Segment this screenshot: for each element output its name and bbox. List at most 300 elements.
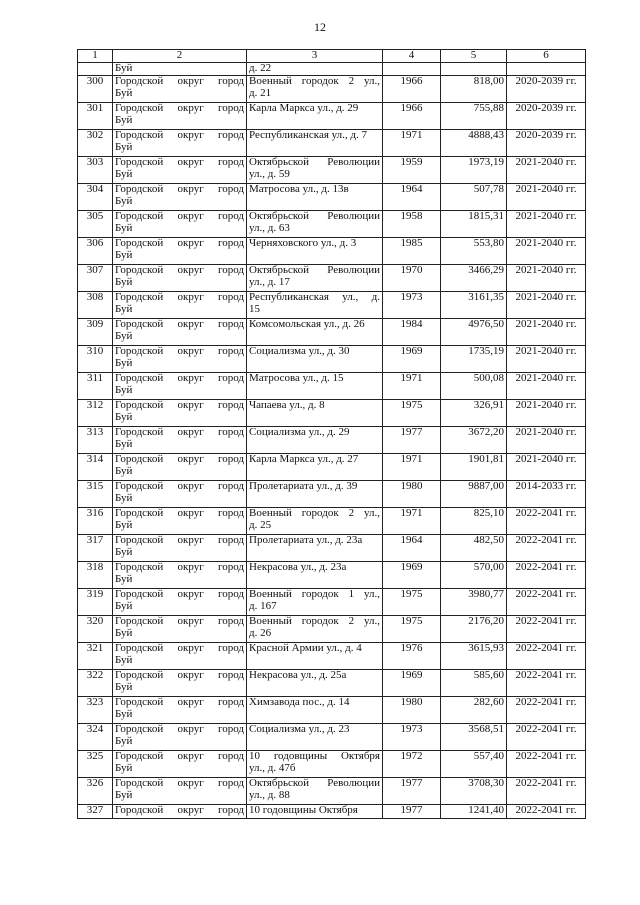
cell-number: 315: [78, 481, 113, 508]
cell-area: 2176,20: [441, 616, 507, 643]
municipality-line-1: Городской округ город: [115, 76, 244, 87]
cell-year: 1985: [383, 238, 441, 265]
cell-period: 2022-2041 гг.: [507, 697, 586, 724]
cell-period: 2021-2040 гг.: [507, 400, 586, 427]
cell-year: 1958: [383, 211, 441, 238]
cell-year: [383, 63, 441, 76]
column-header: 1: [78, 50, 113, 63]
municipality-line-2: Буй: [115, 465, 133, 477]
cell-municipality: [113, 157, 247, 184]
cell-area: 507,78: [441, 184, 507, 211]
cell-municipality: [113, 184, 247, 211]
cell-address: [247, 751, 383, 778]
cell-year: 1970: [383, 265, 441, 292]
cell-period: 2022-2041 гг.: [507, 508, 586, 535]
cell-area: 9887,00: [441, 481, 507, 508]
cell-municipality: [113, 751, 247, 778]
cell-year: 1969: [383, 562, 441, 589]
cell-year: 1959: [383, 157, 441, 184]
cell-address: [247, 238, 383, 265]
cell-municipality: [113, 697, 247, 724]
continued-row: [78, 63, 586, 76]
municipality-line-1: Городской округ город: [115, 373, 244, 384]
table-row: [78, 616, 586, 643]
cell-area: 825,10: [441, 508, 507, 535]
cell-year: 1969: [383, 670, 441, 697]
municipality-line-1: Городской округ город: [115, 184, 244, 195]
column-header: 2: [113, 50, 247, 63]
address-line-2: д. 167: [249, 600, 277, 612]
cell-number: 307: [78, 265, 113, 292]
table-row: [78, 400, 586, 427]
table-row: [78, 643, 586, 670]
municipality-line-2: Буй: [115, 168, 133, 180]
municipality-line-2: Буй: [115, 573, 133, 585]
address-line-1: Социализма ул., д. 29: [249, 427, 350, 438]
cell-address: [247, 346, 383, 373]
municipality-line-1: Городской округ город: [115, 103, 244, 114]
table-row: [78, 589, 586, 616]
cell-number: 317: [78, 535, 113, 562]
cell-area: [441, 63, 507, 76]
cell-municipality: [113, 238, 247, 265]
address-line-2: ул., д. 47б: [249, 762, 296, 774]
address-line-1: Матросова ул., д. 15: [249, 373, 344, 384]
cell-area: 1973,19: [441, 157, 507, 184]
cell-municipality: [113, 319, 247, 346]
cell-number: 305: [78, 211, 113, 238]
cell-number: 303: [78, 157, 113, 184]
cell-period: 2021-2040 гг.: [507, 292, 586, 319]
municipality-line-1: Городской округ город: [115, 211, 244, 222]
cell-municipality: [113, 481, 247, 508]
address-line-1: Чапаева ул., д. 8: [249, 400, 325, 411]
address-line-2: ул., д. 63: [249, 222, 290, 234]
cell-area: 570,00: [441, 562, 507, 589]
cell-period: 2022-2041 гг.: [507, 535, 586, 562]
cell-number: 322: [78, 670, 113, 697]
cell-address: [247, 103, 383, 130]
cell-area: 3466,29: [441, 265, 507, 292]
cell-period: 2020-2039 гг.: [507, 76, 586, 103]
cell-address: [247, 157, 383, 184]
cell-municipality: [113, 292, 247, 319]
cell-area: 1815,31: [441, 211, 507, 238]
municipality-line-2: Буй: [115, 87, 133, 99]
table-row: [78, 292, 586, 319]
cell-address: [247, 616, 383, 643]
cell-number: 326: [78, 778, 113, 805]
cell-area: 1241,40: [441, 805, 507, 819]
cell-municipality: [113, 535, 247, 562]
cell-area: 1735,19: [441, 346, 507, 373]
cell-year: 1984: [383, 319, 441, 346]
cell-area: 326,91: [441, 400, 507, 427]
cell-number: 306: [78, 238, 113, 265]
address-line-1: Республиканская ул., д.: [249, 292, 380, 303]
cell-year: 1971: [383, 454, 441, 481]
address-line-1: Красной Армии ул., д. 4: [249, 643, 362, 654]
table-row: [78, 373, 586, 400]
municipality-line-1: Городской округ город: [115, 616, 244, 627]
cell-municipality: [113, 508, 247, 535]
address-line-1: Социализма ул., д. 23: [249, 724, 350, 735]
cell-municipality: [113, 103, 247, 130]
table-row: [78, 481, 586, 508]
cell-area: 755,88: [441, 103, 507, 130]
address-line-1: Октябрьской Революции: [249, 157, 380, 168]
cell-number: 302: [78, 130, 113, 157]
cell-area: 557,40: [441, 751, 507, 778]
cell-period: 2022-2041 гг.: [507, 805, 586, 819]
address-line-1: Октябрьской Революции: [249, 778, 380, 789]
cell-address: [247, 589, 383, 616]
municipality-line-2: Буй: [115, 438, 133, 450]
cell-municipality: [113, 589, 247, 616]
cell-period: 2021-2040 гг.: [507, 184, 586, 211]
municipality-line-1: Городской округ город: [115, 778, 244, 789]
table-row: [78, 238, 586, 265]
cell-year: 1966: [383, 76, 441, 103]
municipality-line-2: Буй: [115, 681, 133, 693]
cell-number: 312: [78, 400, 113, 427]
cell-municipality: Буй: [113, 63, 247, 76]
table-row: [78, 265, 586, 292]
cell-municipality: [113, 643, 247, 670]
cell-number: 314: [78, 454, 113, 481]
cell-number: 318: [78, 562, 113, 589]
municipality-line-2: Буй: [115, 492, 133, 504]
table-row: [78, 508, 586, 535]
table-row: [78, 130, 586, 157]
address-line-1: Октябрьской Революции: [249, 211, 380, 222]
cell-year: 1969: [383, 346, 441, 373]
cell-year: 1973: [383, 724, 441, 751]
municipality-line-1: Городской округ город: [115, 670, 244, 681]
cell-period: 2022-2041 гг.: [507, 643, 586, 670]
municipality-line-2: Буй: [115, 357, 133, 369]
address-line-1: Некрасова ул., д. 23а: [249, 562, 347, 573]
municipality-line-1: Городской округ город: [115, 454, 244, 465]
cell-municipality: [113, 265, 247, 292]
table-row: [78, 724, 586, 751]
cell-address: [247, 400, 383, 427]
cell-address: д. 22: [247, 63, 383, 76]
table-row: [78, 103, 586, 130]
municipality-line-2: Буй: [115, 708, 133, 720]
address-line-2: ул., д. 17: [249, 276, 290, 288]
cell-area: 3708,30: [441, 778, 507, 805]
cell-address: [247, 481, 383, 508]
cell-period: 2022-2041 гг.: [507, 724, 586, 751]
address-line-2: ул., д. 59: [249, 168, 290, 180]
cell-address: [247, 184, 383, 211]
table-row: [78, 319, 586, 346]
cell-period: 2021-2040 гг.: [507, 454, 586, 481]
municipality-line-1: Городской округ город: [115, 427, 244, 438]
cell-area: 3980,77: [441, 589, 507, 616]
cell-address: [247, 724, 383, 751]
address-line-1: Комсомольская ул., д. 26: [249, 319, 365, 330]
table-row: [78, 751, 586, 778]
address-line-1: 10 годовщины Октября: [249, 751, 380, 762]
address-line-2: 15: [249, 303, 260, 315]
cell-year: 1971: [383, 373, 441, 400]
cell-address: [247, 130, 383, 157]
cell-area: 282,60: [441, 697, 507, 724]
cell-address: [247, 778, 383, 805]
column-header: 3: [247, 50, 383, 63]
cell-period: 2021-2040 гг.: [507, 427, 586, 454]
address-line-1: Пролетариата ул., д. 39: [249, 481, 358, 492]
cell-area: 482,50: [441, 535, 507, 562]
cell-municipality: [113, 562, 247, 589]
municipality-line-2: Буй: [115, 303, 133, 315]
cell-municipality: [113, 670, 247, 697]
cell-period: 2021-2040 гг.: [507, 346, 586, 373]
cell-year: 1973: [383, 292, 441, 319]
cell-period: 2020-2039 гг.: [507, 103, 586, 130]
municipality-line-1: Городской округ город: [115, 589, 244, 600]
cell-number: 325: [78, 751, 113, 778]
table-row: [78, 562, 586, 589]
cell-year: 1977: [383, 805, 441, 819]
cell-period: 2014-2033 гг.: [507, 481, 586, 508]
cell-period: 2021-2040 гг.: [507, 157, 586, 184]
cell-period: 2022-2041 гг.: [507, 751, 586, 778]
municipality-line-2: Буй: [115, 276, 133, 288]
address-line-1: Химзавода пос., д. 14: [249, 697, 350, 708]
cell-address: [247, 670, 383, 697]
municipality-line-1: Городской округ город: [115, 130, 244, 141]
cell-area: 3568,51: [441, 724, 507, 751]
municipality-line-1: Городской округ город: [115, 643, 244, 654]
cell-area: 4976,50: [441, 319, 507, 346]
cell-area: 3615,93: [441, 643, 507, 670]
municipality-line-1: Городской округ город: [115, 535, 244, 546]
cell-year: 1977: [383, 778, 441, 805]
table-row: [78, 76, 586, 103]
municipality-line-2: Буй: [115, 735, 133, 747]
cell-address: [247, 535, 383, 562]
cell-municipality: [113, 373, 247, 400]
cell-number: 311: [78, 373, 113, 400]
municipality-line-2: Буй: [115, 330, 133, 342]
municipality-line-2: Буй: [115, 762, 133, 774]
address-line-2: д. 26: [249, 627, 272, 639]
address-line-1: Военный городок 2 ул.,: [249, 76, 380, 87]
address-line-1: Военный городок 1 ул.,: [249, 589, 380, 600]
municipality-line-2: Буй: [115, 249, 133, 261]
cell-number: 308: [78, 292, 113, 319]
cell-number: 324: [78, 724, 113, 751]
cell-area: 3161,35: [441, 292, 507, 319]
municipality-line-1: Городской округ город: [115, 697, 244, 708]
cell-period: 2022-2041 гг.: [507, 589, 586, 616]
table-row: [78, 346, 586, 373]
table-row: [78, 670, 586, 697]
cell-number: 323: [78, 697, 113, 724]
cell-address: [247, 805, 383, 819]
cell-address: [247, 319, 383, 346]
municipality-line-2: Буй: [115, 789, 133, 801]
cell-period: 2022-2041 гг.: [507, 778, 586, 805]
cell-municipality: [113, 76, 247, 103]
municipality-line-1: Городской округ город: [115, 319, 244, 330]
cell-year: 1975: [383, 400, 441, 427]
housing-register-table: [77, 49, 586, 819]
cell-period: 2022-2041 гг.: [507, 670, 586, 697]
cell-address: [247, 643, 383, 670]
address-line-1: Пролетариата ул., д. 23а: [249, 535, 363, 546]
cell-number: [78, 63, 113, 76]
municipality-line-2: Буй: [115, 222, 133, 234]
cell-municipality: [113, 400, 247, 427]
municipality-line-1: Городской округ город: [115, 346, 244, 357]
cell-period: 2022-2041 гг.: [507, 616, 586, 643]
municipality-line-2: Буй: [115, 114, 133, 126]
address-line-1: Октябрьской Революции: [249, 265, 380, 276]
cell-address: [247, 265, 383, 292]
cell-year: 1976: [383, 643, 441, 670]
municipality-line-1: Городской округ город: [115, 157, 244, 168]
cell-year: 1975: [383, 589, 441, 616]
cell-number: 313: [78, 427, 113, 454]
municipality-line-2: Буй: [115, 195, 133, 207]
table-row: [78, 157, 586, 184]
cell-municipality: [113, 805, 247, 819]
cell-year: 1966: [383, 103, 441, 130]
municipality-line-1: Городской округ город: [115, 265, 244, 276]
cell-year: 1971: [383, 130, 441, 157]
column-header: 4: [383, 50, 441, 63]
address-line-1: Карла Маркса ул., д. 29: [249, 103, 359, 114]
municipality-line-1: Городской округ город: [115, 400, 244, 411]
cell-municipality: [113, 454, 247, 481]
cell-municipality: [113, 616, 247, 643]
cell-address: [247, 562, 383, 589]
municipality-line-2: Буй: [115, 654, 133, 666]
table-row: [78, 427, 586, 454]
cell-area: 4888,43: [441, 130, 507, 157]
cell-area: 1901,81: [441, 454, 507, 481]
cell-address: [247, 211, 383, 238]
table-row: [78, 778, 586, 805]
cell-municipality: [113, 346, 247, 373]
municipality-line-1: Городской округ город: [115, 751, 244, 762]
cell-area: 3672,20: [441, 427, 507, 454]
cell-address: [247, 427, 383, 454]
address-line-2: ул., д. 88: [249, 789, 290, 801]
cell-number: 327: [78, 805, 113, 819]
cell-address: [247, 76, 383, 103]
cell-number: 310: [78, 346, 113, 373]
table-row: [78, 805, 586, 819]
table-row: [78, 184, 586, 211]
cell-number: 316: [78, 508, 113, 535]
cell-period: 2021-2040 гг.: [507, 319, 586, 346]
cell-period: 2021-2040 гг.: [507, 211, 586, 238]
table-row: [78, 454, 586, 481]
address-line-1: Черняховского ул., д. 3: [249, 238, 357, 249]
municipality-line-1: Городской округ город: [115, 238, 244, 249]
municipality-line-2: Буй: [115, 411, 133, 423]
column-header: 5: [441, 50, 507, 63]
cell-year: 1964: [383, 535, 441, 562]
cell-municipality: [113, 211, 247, 238]
cell-year: 1971: [383, 508, 441, 535]
cell-municipality: [113, 130, 247, 157]
address-line-1: Некрасова ул., д. 25а: [249, 670, 347, 681]
cell-municipality: [113, 427, 247, 454]
cell-municipality: [113, 778, 247, 805]
municipality-line-2: Буй: [115, 627, 133, 639]
table-row: [78, 211, 586, 238]
cell-municipality: [113, 724, 247, 751]
cell-area: 818,00: [441, 76, 507, 103]
cell-year: 1964: [383, 184, 441, 211]
cell-period: 2021-2040 гг.: [507, 373, 586, 400]
cell-year: 1977: [383, 427, 441, 454]
cell-period: [507, 63, 586, 76]
cell-number: 301: [78, 103, 113, 130]
cell-number: 309: [78, 319, 113, 346]
municipality-line-2: Буй: [115, 384, 133, 396]
cell-period: 2021-2040 гг.: [507, 265, 586, 292]
cell-number: 320: [78, 616, 113, 643]
page-number: 12: [314, 20, 326, 34]
column-header: 6: [507, 50, 586, 63]
address-line-1: Матросова ул., д. 13в: [249, 184, 349, 195]
municipality-line-2: Буй: [115, 600, 133, 612]
cell-address: [247, 508, 383, 535]
municipality-line-1: Городской округ город: [115, 481, 244, 492]
address-line-1: Военный городок 2 ул.,: [249, 616, 380, 627]
municipality-line-2: Буй: [115, 519, 133, 531]
cell-number: 319: [78, 589, 113, 616]
cell-number: 321: [78, 643, 113, 670]
cell-year: 1972: [383, 751, 441, 778]
cell-number: 304: [78, 184, 113, 211]
cell-address: [247, 373, 383, 400]
municipality-line-1: Городской округ город: [115, 508, 244, 519]
cell-number: 300: [78, 76, 113, 103]
municipality-line-1: Городской округ город: [115, 292, 244, 303]
cell-year: 1975: [383, 616, 441, 643]
cell-year: 1980: [383, 481, 441, 508]
address-line-1: 10 годовщины Октября: [249, 805, 358, 816]
address-line-2: д. 21: [249, 87, 272, 99]
municipality-line-2: Буй: [115, 546, 133, 558]
cell-year: 1980: [383, 697, 441, 724]
municipality-line-1: Городской округ город: [115, 724, 244, 735]
cell-period: 2021-2040 гг.: [507, 238, 586, 265]
municipality-line-1: Городской округ город: [115, 562, 244, 573]
municipality-line-2: Буй: [115, 141, 133, 153]
address-line-1: Республиканская ул., д. 7: [249, 130, 368, 141]
table-row: [78, 535, 586, 562]
cell-address: [247, 454, 383, 481]
cell-address: [247, 292, 383, 319]
address-line-1: Карла Маркса ул., д. 27: [249, 454, 359, 465]
cell-period: 2022-2041 гг.: [507, 562, 586, 589]
cell-area: 585,60: [441, 670, 507, 697]
address-line-2: д. 25: [249, 519, 272, 531]
cell-area: 553,80: [441, 238, 507, 265]
address-line-1: Социализма ул., д. 30: [249, 346, 350, 357]
cell-address: [247, 697, 383, 724]
cell-period: 2020-2039 гг.: [507, 130, 586, 157]
